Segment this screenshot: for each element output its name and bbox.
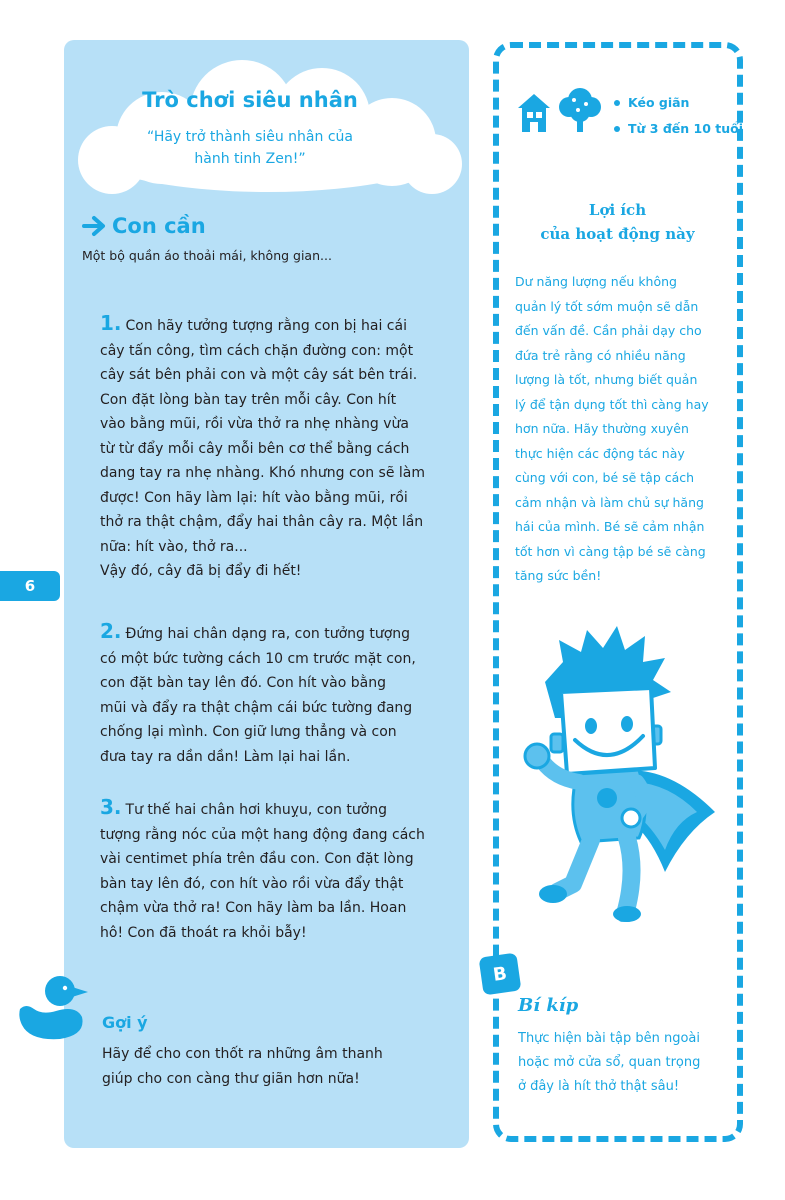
needs-heading: Con cần <box>82 214 206 238</box>
duck-icon <box>16 973 98 1041</box>
benefit-text: Dư năng lượng nếu không quản lý tốt sớm muộn sẽ dẫn đến vấn đề. Cần phải dạy cho đứa trẻ rằng có nhiều năng lượng là tốt, nhưng biết quản lý để tận dụng tốt thì càng hay hơn nữa. Hãy thường xuyên thực hiện các động tác này cùng với con, bé sẽ tập cách cảm nhận và làm chủ sự hăng hái của mình. Bé sẽ cảm nhận tốt hơn vì càng tập bé sẽ càng tăng sức bền! <box>515 274 709 583</box>
superhero-illustration <box>515 622 720 922</box>
step-number: 1. <box>100 311 122 335</box>
step-3: 3. Tư thế hai chân hơi khuỵu, con tưởng tượng rằng nóc của một hang động đang cách vài centimet phía trên đầu con. Con đặt lòng bàn tay lên đó, con hít vào rồi vừa đẩy thật chậm vừa thở ra! Con hãy làm ba lần. Hoan hô! Con đã thoát ra khỏi bẫy! <box>100 795 425 941</box>
step-number: 2. <box>100 619 122 643</box>
hint-text: Hãy để cho con thốt ra những âm thanh giúp cho con càng thư giãn hơn nữa! <box>102 1046 383 1087</box>
step-1: 1. Con hãy tưởng tượng rằng con bị hai cái cây tấn công, tìm cách chặn đường con: một cây sát bên phải con và một cây sát bên trái. Con đặt lòng bàn tay trên mỗi cây. Con hít vào bằng mũi, rồi vừa thở ra nhẹ nhàng vừa từ từ đẩy mỗi cây mỗi bên cơ thể bằng cách dang tay ra nhẹ nhàng. Khó nhưng con sẽ làm được! Con hãy làm lại: hít vào bằng mũi, rồi thở ra thật chậm, đẩy hai thân cây ra. Một lần nữa: hít vào, thở ra... Vậy đó, cây đã bị đẩy đi hết! <box>100 311 426 579</box>
hint-heading: Gợi ý <box>102 1013 148 1032</box>
house-icon <box>517 92 551 134</box>
tip-badge: B <box>479 953 522 996</box>
title-quote: “Hãy trở thành siêu nhân của hành tinh Zen!” <box>147 129 353 167</box>
tree-icon <box>558 86 602 134</box>
step-number: 3. <box>100 795 122 819</box>
arrow-right-icon <box>82 215 108 237</box>
activity-panel <box>64 40 469 1148</box>
bullet-icon <box>614 126 620 132</box>
page-title: Trò chơi siêu nhân <box>142 88 358 112</box>
tip-heading: Bí kíp <box>518 995 579 1016</box>
meta-type: Kéo giãn <box>614 90 743 116</box>
step-2: 2. Đứng hai chân dạng ra, con tưởng tượng có một bức tường cách 10 cm trước mặt con, con đặt bàn tay lên đó. Con hít vào bằng mũi và đẩy ra thật chậm cái bức tường đang chống lại mình. Con giữ lưng thẳng và con đưa tay ra dần dần! Làm lại hai lần. <box>100 619 416 765</box>
benefit-heading: Lợi ích của hoạt động này <box>540 201 695 243</box>
needs-text: Một bộ quần áo thoải mái, không gian... <box>82 248 332 263</box>
activity-meta <box>614 90 743 142</box>
page-number: 6 <box>0 571 60 601</box>
meta-age: Từ 3 đến 10 tuổi <box>614 116 743 142</box>
bullet-icon <box>614 100 620 106</box>
tip-text: Thực hiện bài tập bên ngoài hoặc mở cửa sổ, quan trọng ở đây là hít thở thật sâu! <box>518 1031 701 1094</box>
